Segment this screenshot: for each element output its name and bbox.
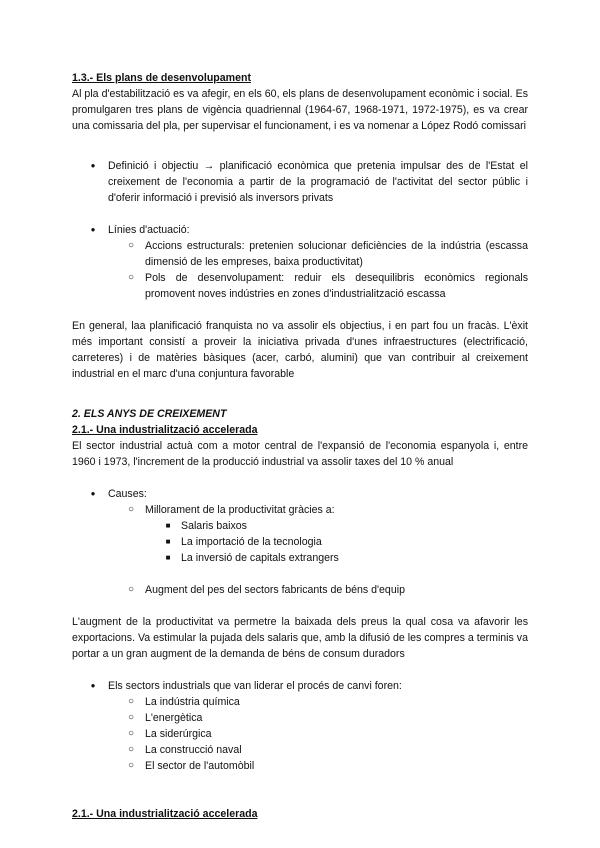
list-item bbox=[145, 518, 528, 534]
list-item-definition bbox=[72, 158, 528, 206]
section-heading-2-1-repeat: 2.1.- Una industrialització accelerada bbox=[72, 808, 258, 820]
list-item bbox=[108, 238, 528, 270]
list-item bbox=[108, 270, 528, 302]
circle-bullet-icon: ○ bbox=[127, 728, 135, 739]
line-text: Accions estructurals: pretenien solucionar deficiències de la indústria (escassa dimensió de les empreses, baixa productivitat) bbox=[145, 240, 528, 268]
section-heading-2-1: 2.1.- Una industrialització accelerada bbox=[72, 424, 258, 436]
bullet-icon: ● bbox=[90, 681, 96, 690]
list-item bbox=[108, 726, 528, 742]
lines-label: Línies d'actuació: bbox=[108, 224, 190, 236]
list-item bbox=[108, 758, 528, 774]
circle-bullet-icon: ○ bbox=[127, 712, 135, 723]
bullet-icon: ● bbox=[90, 489, 96, 498]
circle-bullet-icon: ○ bbox=[127, 584, 135, 595]
list-item-leaders bbox=[72, 678, 528, 774]
list-item-causes bbox=[72, 486, 528, 598]
cause-item-text: Salaris baixos bbox=[181, 520, 247, 532]
circle-bullet-icon: ○ bbox=[127, 504, 135, 515]
list-item-lines bbox=[72, 222, 528, 302]
section-1-3-intro: Al pla d'estabilització es va afegir, en els 60, els plans de desenvolupament econòmic i social. Es promulgaren tres plans de vigència quadriennal (1964-67, 1968-1971, 1972-1975), es va crear una comissaria del pla, per supervisar el funcionament, i es va nomenar a López Rodó comissari bbox=[72, 88, 528, 132]
definition-text: Definició i objectiu → planificació econòmica que pretenia impulsar des de l'Estat el creixement de l'economia a partir de la programació de l'activitat del sector públic i d'oferir informació i previsió als inversors privats bbox=[108, 160, 528, 204]
list-item bbox=[108, 502, 528, 566]
circle-bullet-icon: ○ bbox=[127, 744, 135, 755]
square-bullet-icon: ■ bbox=[165, 537, 171, 546]
line-text: Pols de desenvolupament: reduir els desequilibris econòmics regionals promovent noves indústries en zones d'industrialització escassa bbox=[145, 272, 528, 300]
section-2-1-paragraph: L'augment de la productivitat va permetre la baixada dels preus la qual cosa va afavorir les exportacions. Va estimular la pujada dels salaris que, amb la difusió de les compres a terminis va portar a un gran augment de la demanda de béns de consum duradors bbox=[72, 616, 528, 660]
list-item bbox=[108, 742, 528, 758]
list-item bbox=[108, 582, 528, 598]
cause-sublist bbox=[145, 518, 528, 566]
leader-text: L'energètica bbox=[145, 712, 203, 724]
list-item bbox=[108, 694, 528, 710]
causes-list bbox=[72, 486, 528, 598]
leaders-sublist bbox=[108, 694, 528, 774]
section-heading-2: 2. ELS ANYS DE CREIXEMENT bbox=[72, 408, 227, 420]
square-bullet-icon: ■ bbox=[165, 521, 171, 530]
leader-text: La indústria química bbox=[145, 696, 240, 708]
document-content bbox=[72, 70, 528, 822]
cause-item-text: La importació de la tecnologia bbox=[181, 536, 322, 548]
leader-text: El sector de l'automòbil bbox=[145, 760, 255, 772]
section-2-1-intro: El sector industrial actuà com a motor central de l'expansió de l'economia espanyola i, entre 1960 i 1973, l'increment de la producció industrial va assolir taxes del 10 % anual bbox=[72, 440, 528, 468]
lines-sublist bbox=[108, 238, 528, 302]
circle-bullet-icon: ○ bbox=[127, 240, 135, 251]
leaders-label: Els sectors industrials que van liderar el procés de canvi foren: bbox=[108, 680, 402, 692]
list-item bbox=[108, 710, 528, 726]
list-item bbox=[145, 550, 528, 566]
leader-text: La construcció naval bbox=[145, 744, 242, 756]
bullet-list-1-3 bbox=[72, 158, 528, 302]
bullet-icon: ● bbox=[90, 161, 96, 170]
cause-text: Augment del pes del sectors fabricants de béns d'equip bbox=[145, 584, 405, 596]
square-bullet-icon: ■ bbox=[165, 553, 171, 562]
section-1-3-conclusion: En general, laa planificació franquista no va assolir els objectius, i en part fou un fracàs. L'èxit més important consistí a proveir la iniciativa privada d'unes infraestructures (electrificació, carreteres) i de matèries bàsiques (acer, carbó, alumini) que van contribuir al creixement industrial en el marc d'una conjuntura favorable bbox=[72, 320, 528, 380]
leader-text: La siderúrgica bbox=[145, 728, 212, 740]
causes-label: Causes: bbox=[108, 488, 147, 500]
circle-bullet-icon: ○ bbox=[127, 272, 135, 283]
section-heading-1-3: 1.3.- Els plans de desenvolupament bbox=[72, 72, 251, 84]
circle-bullet-icon: ○ bbox=[127, 760, 135, 771]
bullet-icon: ● bbox=[90, 225, 96, 234]
leaders-list bbox=[72, 678, 528, 774]
circle-bullet-icon: ○ bbox=[127, 696, 135, 707]
list-item bbox=[145, 534, 528, 550]
cause-item-text: La inversió de capitals extrangers bbox=[181, 552, 339, 564]
causes-sublist bbox=[108, 502, 528, 598]
cause-text: Millorament de la productivitat gràcies a: bbox=[145, 504, 335, 516]
